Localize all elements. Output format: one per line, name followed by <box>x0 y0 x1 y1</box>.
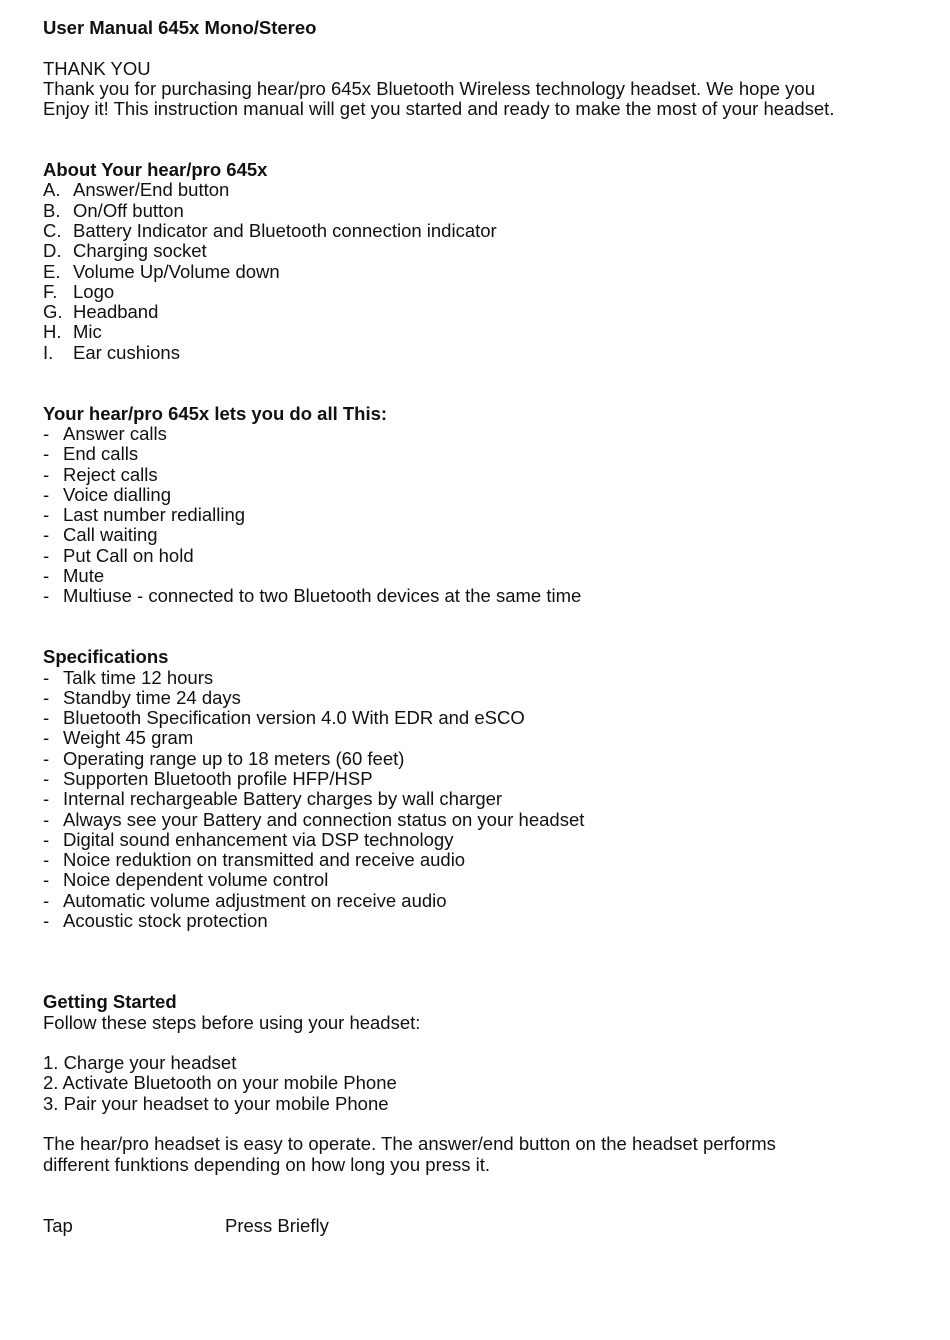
spec-item <box>43 870 923 890</box>
feature-item <box>43 505 923 525</box>
part-letter: D. <box>43 240 62 262</box>
getting-started-intro: Follow these steps before using your headset: <box>43 1011 421 1033</box>
operation-paragraph-line: different funktions depending on how long you press it. <box>43 1153 491 1175</box>
dash-bullet: - <box>43 483 50 505</box>
spec-text: Automatic volume adjustment on receive audio <box>63 889 447 911</box>
feature-item <box>43 586 923 606</box>
part-label: Logo <box>73 280 115 302</box>
feature-text: Call waiting <box>63 524 158 546</box>
part-item <box>43 262 923 282</box>
feature-text: Voice dialling <box>63 483 171 505</box>
about-heading: About Your hear/pro 645x <box>43 159 268 181</box>
spec-text: Noice dependent volume control <box>63 869 329 891</box>
dash-bullet: - <box>43 849 50 871</box>
part-label: Battery Indicator and Bluetooth connection indicator <box>73 219 497 241</box>
dash-bullet: - <box>43 565 50 587</box>
spec-item <box>43 789 923 809</box>
spec-item <box>43 728 923 748</box>
feature-item <box>43 465 923 485</box>
part-letter: C. <box>43 219 62 241</box>
operation-paragraph-line: The hear/pro headset is easy to operate. The answer/end button on the headset performs <box>43 1133 776 1155</box>
part-label: Headband <box>73 301 159 323</box>
step-item: 2. Activate Bluetooth on your mobile Phone <box>43 1072 397 1094</box>
dash-bullet: - <box>43 727 50 749</box>
part-label: Ear cushions <box>73 341 180 363</box>
dash-bullet: - <box>43 524 50 546</box>
part-item <box>43 322 923 342</box>
thank-you-text-line: Enjoy it! This instruction manual will get you started and ready to make the most of your headset. <box>43 98 835 120</box>
dash-bullet: - <box>43 422 50 444</box>
spec-item <box>43 749 923 769</box>
part-letter: E. <box>43 260 61 282</box>
part-letter: B. <box>43 199 61 221</box>
spec-item <box>43 668 923 688</box>
step-item: 1. Charge your headset <box>43 1052 237 1074</box>
specifications-heading: Specifications <box>43 646 169 668</box>
part-letter: G. <box>43 301 63 323</box>
spec-item <box>43 911 923 931</box>
dash-bullet: - <box>43 747 50 769</box>
part-letter: I. <box>43 341 54 363</box>
part-letter: H. <box>43 321 62 343</box>
feature-item <box>43 424 923 444</box>
feature-item <box>43 525 923 545</box>
spec-item <box>43 850 923 870</box>
step-item: 3. Pair your headset to your mobile Phone <box>43 1092 389 1114</box>
spec-text: Always see your Battery and connection status on your headset <box>63 808 585 830</box>
spec-text: Noice reduktion on transmitted and receive audio <box>63 849 466 871</box>
dash-bullet: - <box>43 869 50 891</box>
part-item <box>43 302 923 322</box>
part-item <box>43 241 923 261</box>
button-action-row <box>43 1216 923 1236</box>
feature-item <box>43 485 923 505</box>
dash-bullet: - <box>43 666 50 688</box>
part-item <box>43 201 923 221</box>
about-parts-list <box>43 180 923 363</box>
feature-text: Mute <box>63 565 105 587</box>
spec-item <box>43 810 923 830</box>
dash-bullet: - <box>43 585 50 607</box>
feature-text: Multiuse - connected to two Bluetooth devices at the same time <box>63 585 582 607</box>
spec-text: Digital sound enhancement via DSP technology <box>63 828 454 850</box>
feature-item <box>43 444 923 464</box>
dash-bullet: - <box>43 504 50 526</box>
feature-text: Answer calls <box>63 422 167 444</box>
feature-text: Put Call on hold <box>63 544 194 566</box>
action-term: Tap <box>43 1214 73 1236</box>
feature-item <box>43 546 923 566</box>
part-label: On/Off button <box>73 199 184 221</box>
manual-page <box>43 18 923 1236</box>
spec-text: Bluetooth Specification version 4.0 With EDR and eSCO <box>63 707 525 729</box>
spec-item <box>43 891 923 911</box>
steps-list <box>43 1053 923 1114</box>
action-description: Press Briefly <box>225 1214 329 1236</box>
spec-item <box>43 769 923 789</box>
thank-you-text-line: Thank you for purchasing hear/pro 645x Bluetooth Wireless technology headset. We hope you <box>43 77 815 99</box>
spec-text: Operating range up to 18 meters (60 feet) <box>63 747 405 769</box>
specifications-list <box>43 668 923 932</box>
dash-bullet: - <box>43 889 50 911</box>
features-list <box>43 424 923 607</box>
dash-bullet: - <box>43 707 50 729</box>
spec-item <box>43 688 923 708</box>
part-item <box>43 343 923 363</box>
spec-text: Supporten Bluetooth profile HFP/HSP <box>63 767 373 789</box>
spec-text: Internal rechargeable Battery charges by wall charger <box>63 788 503 810</box>
dash-bullet: - <box>43 767 50 789</box>
feature-item <box>43 566 923 586</box>
spec-text: Standby time 24 days <box>63 686 241 708</box>
getting-started-heading: Getting Started <box>43 991 177 1013</box>
part-label: Mic <box>73 321 102 343</box>
part-item <box>43 282 923 302</box>
dash-bullet: - <box>43 910 50 932</box>
dash-bullet: - <box>43 686 50 708</box>
spec-item <box>43 830 923 850</box>
dash-bullet: - <box>43 443 50 465</box>
dash-bullet: - <box>43 808 50 830</box>
feature-text: End calls <box>63 443 139 465</box>
spec-item <box>43 708 923 728</box>
features-heading: Your hear/pro 645x lets you do all This: <box>43 402 388 424</box>
spec-text: Weight 45 gram <box>63 727 194 749</box>
document-title: User Manual 645x Mono/Stereo <box>43 17 317 38</box>
dash-bullet: - <box>43 788 50 810</box>
part-label: Volume Up/Volume down <box>73 260 280 282</box>
feature-text: Reject calls <box>63 463 158 485</box>
thank-you-heading: THANK YOU <box>43 57 151 79</box>
feature-text: Last number redialling <box>63 504 246 526</box>
spec-text: Acoustic stock protection <box>63 910 268 932</box>
part-item <box>43 221 923 241</box>
part-item <box>43 180 923 200</box>
dash-bullet: - <box>43 828 50 850</box>
part-label: Answer/End button <box>73 179 230 201</box>
dash-bullet: - <box>43 544 50 566</box>
part-letter: F. <box>43 280 58 302</box>
dash-bullet: - <box>43 463 50 485</box>
part-letter: A. <box>43 179 61 201</box>
spec-text: Talk time 12 hours <box>63 666 214 688</box>
part-label: Charging socket <box>73 240 207 262</box>
